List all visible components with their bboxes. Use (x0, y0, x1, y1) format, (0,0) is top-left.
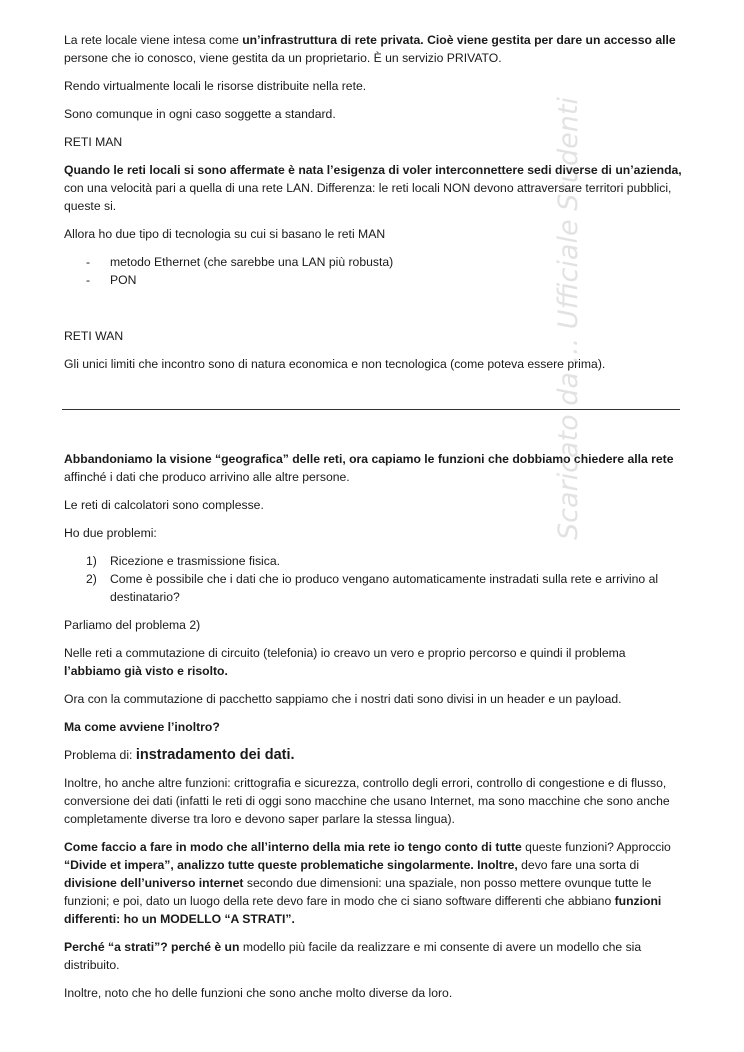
list-item: - metodo Ethernet (che sarebbe una LAN più robusta) (86, 255, 394, 269)
paragraph-functions: Inoltre, ho anche altre funzioni: crittografia e sicurezza, controllo degli errori, controllo di congestione e di flusso, conversione dei dati (infatti le reti di oggi sono macchine che usano Internet, ma sono macchine che sono anche completamente diverse tra loro e devono saper parlare la stessa lingua). (64, 776, 670, 826)
paragraph-different-functions: Inoltre, noto che ho delle funzioni che sono anche molto diverse da loro. (64, 986, 453, 1000)
paragraph-circuit: Nelle reti a commutazione di circuito (telefonia) io creavo un vero e proprio percorso e quindi il problema l’abbiamo già visto e risolto. (64, 646, 626, 678)
section-divider (62, 409, 680, 410)
man-technology-list (64, 253, 684, 289)
paragraph-virtual-resources: Rendo virtualmente locali le risorse distribuite nella rete. (64, 79, 367, 93)
list-item: 1) Ricezione e trasmissione fisica. (86, 554, 281, 568)
paragraph-problems: Ho due problemi: (64, 526, 157, 540)
paragraph-standards: Sono comunque in ogni caso soggette a standard. (64, 107, 336, 121)
paragraph-local-network: La rete locale viene intesa come un’infrastruttura di rete privata. Cioè viene gestita per dare un accesso alle persone che io conosco, viene gestita da un proprietario. È un servizio PRIVATO. (64, 33, 676, 65)
paragraph-man-tech: Allora ho due tipo di tecnologia su cui si basano le reti MAN (64, 227, 386, 241)
paragraph-problem-2: Parliamo del problema 2) (64, 618, 201, 632)
paragraph-intro: Abbandoniamo la visione “geografica” delle reti, ora capiamo le funzioni che dobbiamo chiedere alla rete affinché i dati che produco arrivino alle altre persone. (64, 452, 674, 484)
list-item: - PON (86, 273, 137, 287)
heading-reti-wan: RETI WAN (64, 329, 124, 343)
paragraph-man: Quando le reti locali si sono affermate è nata l’esigenza di voler interconnettere sedi diverse di un’azienda, con una velocità pari a quella di una rete LAN. Differenza: le reti locali NON devono attraversare territori pubblici, queste si. (64, 163, 682, 213)
spacer (64, 299, 684, 327)
paragraph-wan: Gli unici limiti che incontro sono di natura economica e non tecnologica (come poteva essere prima). (64, 357, 606, 371)
paragraph-forward-question: Ma come avviene l’inoltro? (64, 720, 220, 734)
document-page (64, 31, 684, 383)
paragraph-why-layers: Perché “a strati”? perché è un modello più facile da realizzare e mi consente di avere un modello che sia distribuito. (64, 940, 642, 972)
paragraph-complex: Le reti di calcolatori sono complesse. (64, 498, 264, 512)
paragraph-routing: Problema di: instradamento dei dati. (64, 747, 295, 763)
heading-reti-man: RETI MAN (64, 135, 123, 149)
problem-list (64, 552, 684, 606)
document-section-2 (64, 450, 684, 1012)
list-item: 2) Come è possibile che i dati che io produco vengano automaticamente instradati sulla rete e arrivino al destinatario? (86, 572, 659, 604)
paragraph-packet: Ora con la commutazione di pacchetto sappiamo che i nostri dati sono divisi in un header e un payload. (64, 692, 622, 706)
paragraph-layered-approach: Come faccio a fare in modo che all’interno della mia rete io tengo conto di tutte queste funzioni? Approccio “Divide et impera”, analizzo tutte queste problematiche singolarmente. Inoltre, devo fare una sorta di divisione dell’universo internet secondo due dimensioni: una spaziale, non posso mettere ovunque tutte le funzioni; e poi, dato un luogo della rete devo fare in modo che ci siano software differenti che abbiano funzioni differenti: ho un MODELLO “A STRATI”. (64, 840, 671, 926)
